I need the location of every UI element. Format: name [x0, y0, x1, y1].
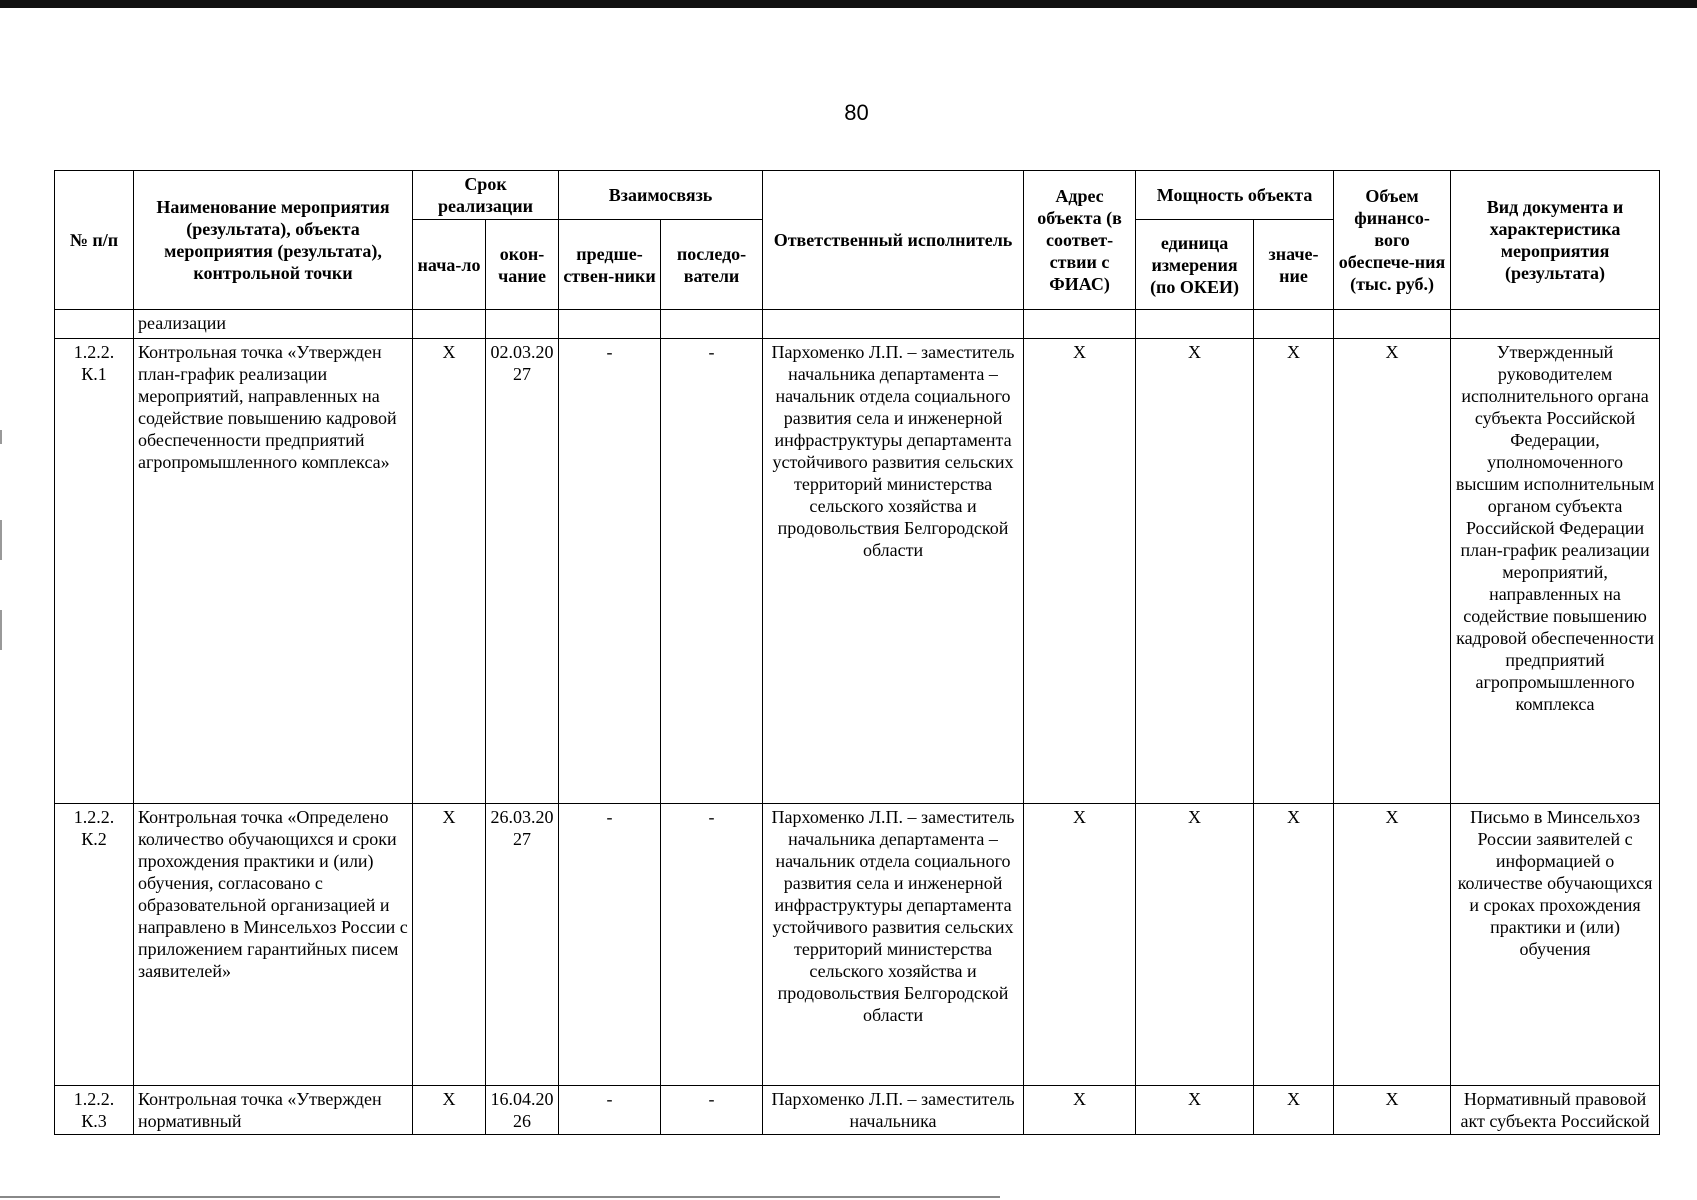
row-name: Контрольная точка «Определено количество обучающихся и сроки прохождения практики и (или) обучения, согласовано с образовательной организацией и направлено в Минсельхоз России с приложением гарантийных писем заявителей»	[134, 804, 413, 1086]
row-responsible: Пархоменко Л.П. – заместитель начальника департамента – начальник отдела социального развития села и инженерной инфраструктуры департамента устойчивого развития сельских территорий министерства сельского хозяйства и продовольствия Белгородской области	[763, 339, 1024, 804]
header-term-end: окон-чание	[486, 220, 559, 310]
row-next: -	[661, 1086, 763, 1135]
row-end: 02.03.2027	[486, 339, 559, 804]
row-unit: X	[1136, 1086, 1254, 1135]
header-relation-prev: предше-ствен-ники	[559, 220, 661, 310]
top-border-rule	[0, 0, 1697, 8]
row-doc: Утвержденный руководителем исполнительного органа субъекта Российской Федерации, уполномоченного высшим исполнительным органом субъекта Российской Федерации план-график реализации мероприятий, направленных на содействие повышению кадровой обеспеченности предприятий агропромышленного комплекса	[1451, 339, 1660, 804]
table-row	[55, 1086, 1660, 1135]
header-volume: Объем финансо-вого обеспече-ния (тыс. руб.)	[1334, 171, 1451, 310]
header-capacity-value: значе-ние	[1254, 220, 1334, 310]
header-num: № п/п	[55, 171, 134, 310]
scan-edge-mark	[0, 430, 2, 444]
row-end: 26.03.2027	[486, 804, 559, 1086]
row-prev: -	[559, 804, 661, 1086]
row-end: 16.04.2026	[486, 1086, 559, 1135]
table-row	[55, 804, 1660, 1086]
row-num: 1.2.2. К.2	[55, 804, 134, 1086]
scan-edge-mark	[0, 610, 2, 650]
row-start: X	[413, 339, 486, 804]
row-responsible: Пархоменко Л.П. – заместитель начальника	[763, 1086, 1024, 1135]
continuation-text: реализации	[134, 310, 413, 339]
row-address: X	[1024, 804, 1136, 1086]
row-address: X	[1024, 339, 1136, 804]
row-value: X	[1254, 804, 1334, 1086]
row-responsible: Пархоменко Л.П. – заместитель начальника департамента – начальник отдела социального развития села и инженерной инфраструктуры департамента устойчивого развития сельских территорий министерства сельского хозяйства и продовольствия Белгородской области	[763, 804, 1024, 1086]
row-unit: X	[1136, 339, 1254, 804]
row-start: X	[413, 804, 486, 1086]
row-num: 1.2.2. К.3	[55, 1086, 134, 1135]
row-next: -	[661, 804, 763, 1086]
row-volume: X	[1334, 339, 1451, 804]
header-relation: Взаимосвязь	[559, 171, 763, 220]
page-number: 80	[844, 100, 869, 125]
header-doc-type: Вид документа и характеристика мероприятия (результата)	[1451, 171, 1660, 310]
header-responsible: Ответственный исполнитель	[763, 171, 1024, 310]
row-prev: -	[559, 339, 661, 804]
table-row	[55, 339, 1660, 804]
row-volume: X	[1334, 804, 1451, 1086]
row-doc: Письмо в Минсельхоз России заявителей с информацией о количестве обучающихся и сроках прохождения практики и (или) обучения	[1451, 804, 1660, 1086]
row-prev: -	[559, 1086, 661, 1135]
header-relation-next: последо-ватели	[661, 220, 763, 310]
row-address: X	[1024, 1086, 1136, 1135]
row-value: X	[1254, 339, 1334, 804]
row-start: X	[413, 1086, 486, 1135]
scan-edge-mark	[0, 520, 2, 560]
activities-table	[54, 170, 1660, 1135]
header-address: Адрес объекта (в соответ-ствии с ФИАС)	[1024, 171, 1136, 310]
table-row	[55, 310, 1660, 339]
header-name: Наименование мероприятия (результата), объекта мероприятия (результата), контрольной точки	[134, 171, 413, 310]
scan-bottom-mark	[0, 1196, 1000, 1198]
header-term: Срок реализации	[413, 171, 559, 220]
row-next: -	[661, 339, 763, 804]
row-volume: X	[1334, 1086, 1451, 1135]
row-num: 1.2.2. К.1	[55, 339, 134, 804]
row-doc: Нормативный правовой акт субъекта Российской	[1451, 1086, 1660, 1135]
row-value: X	[1254, 1086, 1334, 1135]
header-term-start: нача-ло	[413, 220, 486, 310]
header-capacity-unit: единица измерения (по ОКЕИ)	[1136, 220, 1254, 310]
row-name: Контрольная точка «Утвержден нормативный	[134, 1086, 413, 1135]
header-capacity: Мощность объекта	[1136, 171, 1334, 220]
row-name: Контрольная точка «Утвержден план-график реализации мероприятий, направленных на содействие повышению кадровой обеспеченности предприятий агропромышленного комплекса»	[134, 339, 413, 804]
row-unit: X	[1136, 804, 1254, 1086]
